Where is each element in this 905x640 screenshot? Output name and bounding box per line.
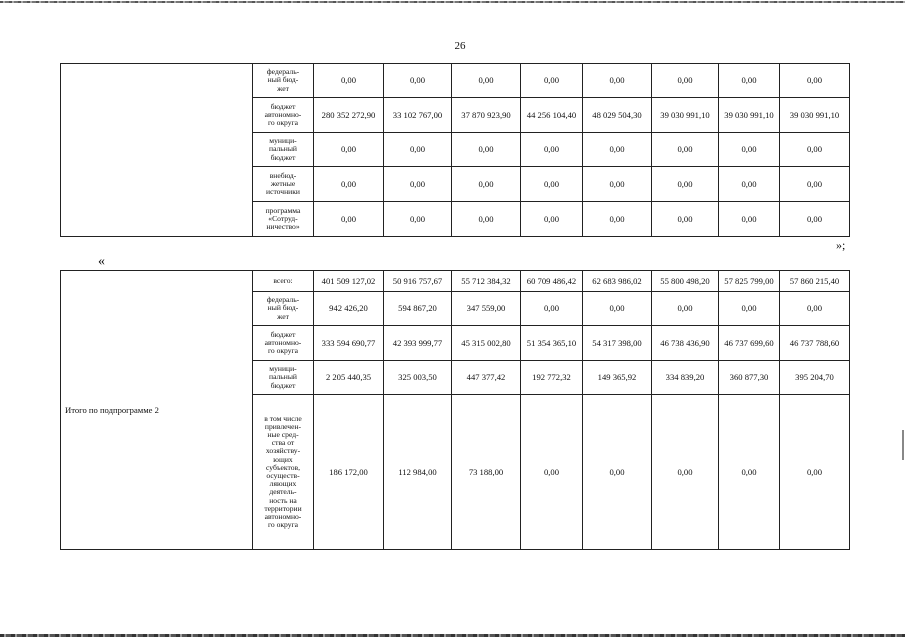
value-cell: 0,00 bbox=[583, 167, 652, 202]
value-cell: 192 772,32 bbox=[521, 361, 583, 395]
value-cell: 0,00 bbox=[780, 64, 850, 98]
value-cell: 0,00 bbox=[719, 64, 780, 98]
value-cell: 39 030 991,10 bbox=[652, 98, 719, 133]
value-cell: 0,00 bbox=[583, 395, 652, 550]
value-cell: 54 317 398,00 bbox=[583, 326, 652, 361]
value-cell: 0,00 bbox=[452, 64, 521, 98]
value-cell: 594 867,20 bbox=[384, 292, 452, 326]
value-cell: 0,00 bbox=[314, 167, 384, 202]
value-cell: 0,00 bbox=[719, 395, 780, 550]
value-cell: 333 594 690,77 bbox=[314, 326, 384, 361]
value-cell: 0,00 bbox=[521, 133, 583, 167]
value-cell: 942 426,20 bbox=[314, 292, 384, 326]
value-cell: 0,00 bbox=[314, 133, 384, 167]
value-cell: 44 256 104,40 bbox=[521, 98, 583, 133]
value-cell: 0,00 bbox=[452, 202, 521, 237]
value-cell: 39 030 991,10 bbox=[719, 98, 780, 133]
value-cell: 51 354 365,10 bbox=[521, 326, 583, 361]
row-label: федераль- ный бюд- жет bbox=[253, 292, 314, 326]
value-cell: 73 188,00 bbox=[452, 395, 521, 550]
value-cell: 0,00 bbox=[384, 133, 452, 167]
value-cell: 0,00 bbox=[780, 292, 850, 326]
value-cell: 46 737 788,60 bbox=[780, 326, 850, 361]
value-cell: 149 365,92 bbox=[583, 361, 652, 395]
value-cell: 0,00 bbox=[521, 395, 583, 550]
row-label: муници- пальный бюджет bbox=[253, 133, 314, 167]
row-label: всего: bbox=[253, 271, 314, 292]
opening-quote: « bbox=[98, 254, 105, 269]
value-cell: 0,00 bbox=[780, 133, 850, 167]
value-cell: 0,00 bbox=[652, 395, 719, 550]
row-label: бюджет автономно- го округа bbox=[253, 98, 314, 133]
value-cell: 0,00 bbox=[780, 167, 850, 202]
value-cell: 447 377,42 bbox=[452, 361, 521, 395]
budget-table-continued bbox=[60, 63, 850, 237]
row-label: муници- пальный бюджет bbox=[253, 361, 314, 395]
row-label: внебюд- жетные источники bbox=[253, 167, 314, 202]
value-cell: 39 030 991,10 bbox=[780, 98, 850, 133]
value-cell: 395 204,70 bbox=[780, 361, 850, 395]
value-cell: 0,00 bbox=[583, 64, 652, 98]
value-cell: 0,00 bbox=[521, 202, 583, 237]
table-row bbox=[61, 64, 850, 98]
value-cell: 0,00 bbox=[521, 167, 583, 202]
value-cell: 334 839,20 bbox=[652, 361, 719, 395]
value-cell: 37 870 923,90 bbox=[452, 98, 521, 133]
value-cell: 0,00 bbox=[583, 202, 652, 237]
value-cell: 60 709 486,42 bbox=[521, 271, 583, 292]
value-cell: 280 352 272,90 bbox=[314, 98, 384, 133]
value-cell: 46 737 699,60 bbox=[719, 326, 780, 361]
value-cell: 0,00 bbox=[452, 167, 521, 202]
scan-edge-top bbox=[0, 1, 905, 3]
value-cell: 401 509 127,02 bbox=[314, 271, 384, 292]
empty-first-cell bbox=[61, 64, 253, 237]
value-cell: 50 916 757,67 bbox=[384, 271, 452, 292]
value-cell: 0,00 bbox=[719, 292, 780, 326]
page-number: 26 bbox=[454, 40, 466, 52]
value-cell: 0,00 bbox=[652, 64, 719, 98]
value-cell: 0,00 bbox=[384, 64, 452, 98]
value-cell: 62 683 986,02 bbox=[583, 271, 652, 292]
value-cell: 55 712 384,32 bbox=[452, 271, 521, 292]
value-cell: 0,00 bbox=[719, 133, 780, 167]
value-cell: 0,00 bbox=[314, 64, 384, 98]
value-cell: 0,00 bbox=[384, 167, 452, 202]
row-label: федераль- ный бюд- жет bbox=[253, 64, 314, 98]
value-cell: 33 102 767,00 bbox=[384, 98, 452, 133]
row-label: программа «Сотруд- ничество» bbox=[253, 202, 314, 237]
value-cell: 0,00 bbox=[719, 167, 780, 202]
value-cell: 46 738 436,90 bbox=[652, 326, 719, 361]
value-cell: 0,00 bbox=[583, 292, 652, 326]
value-cell: 57 860 215,40 bbox=[780, 271, 850, 292]
value-cell: 0,00 bbox=[452, 133, 521, 167]
subprogram-title: Итого по подпрограмме 2 bbox=[61, 271, 253, 550]
value-cell: 0,00 bbox=[314, 202, 384, 237]
value-cell: 0,00 bbox=[652, 167, 719, 202]
value-cell: 0,00 bbox=[652, 133, 719, 167]
table-row bbox=[61, 271, 850, 292]
value-cell: 55 800 498,20 bbox=[652, 271, 719, 292]
value-cell: 325 003,50 bbox=[384, 361, 452, 395]
closing-quote: »; bbox=[836, 238, 846, 252]
row-label: бюджет автономно- го округа bbox=[253, 326, 314, 361]
value-cell: 0,00 bbox=[521, 292, 583, 326]
value-cell: 0,00 bbox=[719, 202, 780, 237]
scan-edge-bottom bbox=[0, 634, 905, 637]
value-cell: 347 559,00 bbox=[452, 292, 521, 326]
value-cell: 186 172,00 bbox=[314, 395, 384, 550]
value-cell: 112 984,00 bbox=[384, 395, 452, 550]
row-label: в том числе привлечен- ные сред- ства от хозяйству- ющих субъектов, осуществ- ляющих деятель- ность на территории автономно- го округа bbox=[253, 395, 314, 550]
value-cell: 0,00 bbox=[384, 202, 452, 237]
value-cell: 2 205 440,35 bbox=[314, 361, 384, 395]
value-cell: 360 877,30 bbox=[719, 361, 780, 395]
value-cell: 0,00 bbox=[652, 292, 719, 326]
value-cell: 0,00 bbox=[780, 202, 850, 237]
scan-edge-right bbox=[902, 430, 904, 460]
value-cell: 0,00 bbox=[521, 64, 583, 98]
value-cell: 42 393 999,77 bbox=[384, 326, 452, 361]
subprogram-total-table bbox=[60, 270, 850, 550]
value-cell: 0,00 bbox=[652, 202, 719, 237]
value-cell: 45 315 002,80 bbox=[452, 326, 521, 361]
value-cell: 0,00 bbox=[780, 395, 850, 550]
value-cell: 48 029 504,30 bbox=[583, 98, 652, 133]
value-cell: 57 825 799,00 bbox=[719, 271, 780, 292]
value-cell: 0,00 bbox=[583, 133, 652, 167]
